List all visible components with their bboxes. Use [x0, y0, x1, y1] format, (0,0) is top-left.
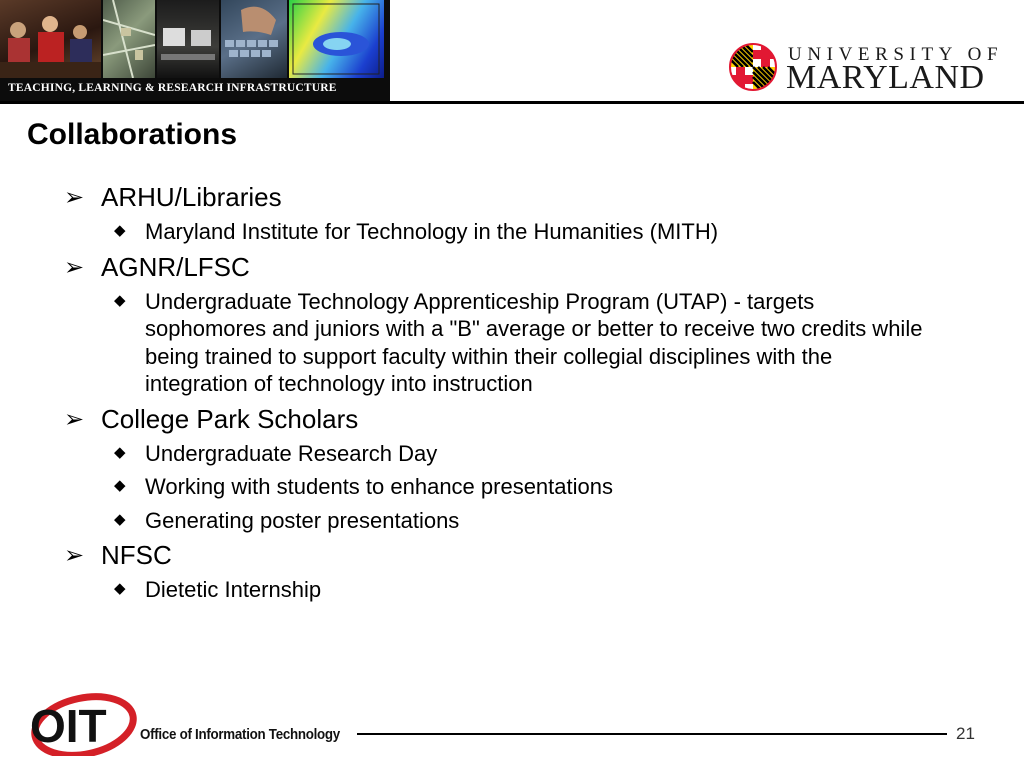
diamond-bullet-icon: ◆	[114, 477, 126, 494]
banner-photo-computer-lab	[157, 0, 219, 78]
bullet-level1	[64, 252, 964, 283]
bullet-level2-text: Maryland Institute for Technology in the Humanities (MITH)	[145, 219, 719, 244]
diamond-bullet-icon: ◆	[114, 443, 126, 461]
diamond-bullet-icon: ◆	[114, 291, 126, 309]
page-number: 21	[956, 724, 975, 743]
arrow-bullet-icon: ➢	[64, 253, 85, 281]
bullet-level1-text: ARHU/Libraries	[101, 182, 282, 212]
university-line1: UNIVERSITY OF	[788, 44, 1004, 65]
bullet-level1	[64, 540, 964, 571]
bullet-level1-text: College Park Scholars	[101, 403, 359, 434]
slide-content	[64, 182, 964, 610]
banner-photo-campus-map	[103, 0, 155, 78]
university-logo	[728, 42, 1018, 94]
bullet-level2-text: Generating poster presentations	[145, 507, 460, 533]
oit-logo-icon	[28, 690, 138, 756]
banner-photo-keyboard	[221, 0, 287, 78]
bullet-level2-text: Working with students to enhance presentations	[145, 474, 613, 499]
bullet-level2-text: Undergraduate Research Day	[145, 440, 438, 466]
diamond-bullet-icon: ◆	[114, 580, 126, 597]
bullet-level2	[114, 440, 940, 468]
diamond-bullet-icon: ◆	[114, 510, 126, 528]
bullet-level1-text: NFSC	[101, 540, 172, 570]
bullet-level2	[114, 507, 940, 535]
bullet-level1	[64, 182, 964, 213]
arrow-bullet-icon: ➢	[64, 184, 85, 211]
footer-divider	[357, 733, 947, 735]
bullet-level2-text: Undergraduate Technology Apprenticeship Program (UTAP) - targets sophomores and juniors with a "B" average or better to receive two credits while being trained to support faculty within their collegial disciplines with the integration of technology into instruction	[145, 288, 923, 396]
banner-photo-strip	[0, 0, 384, 78]
maryland-seal-icon	[728, 42, 778, 92]
banner-photo-classroom	[0, 0, 101, 78]
bullet-level2	[114, 288, 940, 398]
bullet-level2-text: Dietetic Internship	[145, 577, 322, 602]
bullet-level1-text: AGNR/LFSC	[101, 251, 250, 282]
arrow-bullet-icon: ➢	[64, 405, 85, 433]
header-banner	[0, 0, 390, 102]
header-divider	[0, 101, 1024, 104]
diamond-bullet-icon: ◆	[114, 222, 126, 239]
arrow-bullet-icon: ➢	[64, 542, 85, 569]
bullet-level2	[114, 473, 940, 501]
banner-caption: TEACHING, LEARNING & RESEARCH INFRASTRUCTURE	[8, 82, 337, 94]
oit-logo-text: OIT	[30, 700, 107, 752]
slide-title: Collaborations	[27, 118, 238, 151]
office-name: Office of Information Technology	[140, 727, 340, 743]
banner-photo-simulation-plot	[289, 0, 384, 78]
bullet-level2	[114, 218, 940, 246]
bullet-level2	[114, 576, 940, 604]
bullet-level1	[64, 404, 964, 435]
university-line2: MARYLAND	[786, 59, 985, 96]
